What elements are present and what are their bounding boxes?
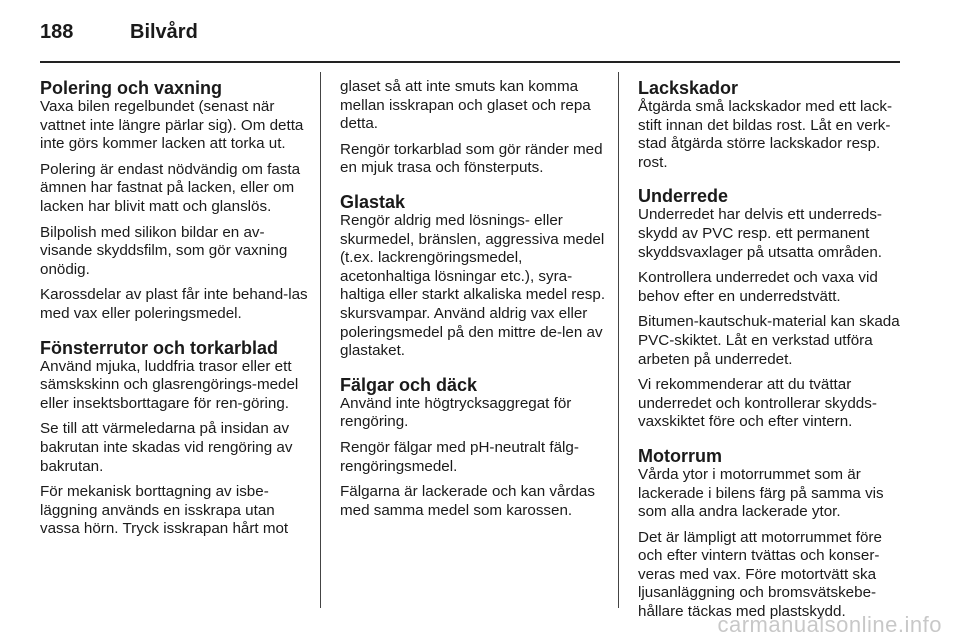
paragraph: Åtgärda små lackskador med ett lack-stift innan det bildas rost. Låt en verk-stad åtgärda större lackskador resp. rost. bbox=[638, 98, 893, 171]
section-heading: Polering och vaxning bbox=[40, 78, 223, 98]
site-watermark: carmanualsonline.info bbox=[717, 612, 942, 637]
paragraph: Rengör torkarblad som gör ränder med en mjuk trasa och fönsterputs. bbox=[340, 140, 603, 177]
paragraph: För mekanisk borttagning av isbe-läggning används en isskrapa utan vassa hörn. Tryck isskrapan hårt mot bbox=[40, 483, 289, 538]
section-motorrum bbox=[638, 446, 910, 622]
page-number: 188 bbox=[40, 21, 74, 43]
text-column-2 bbox=[340, 78, 612, 534]
section-glastak bbox=[340, 192, 612, 361]
column-divider-1 bbox=[320, 72, 321, 608]
page-header bbox=[40, 18, 920, 62]
section-fonsterrutor bbox=[40, 338, 312, 539]
section-falgar bbox=[340, 375, 612, 521]
chapter-title: Bilvård bbox=[130, 21, 198, 43]
paragraph: Vårda ytor i motorrummet som är lackerade i bilens färg på samma vis som alla andra lackerade ytor. bbox=[638, 465, 884, 521]
section-heading: Fälgar och däck bbox=[340, 374, 478, 395]
paragraph: Vi rekommenderar att du tvättar underredet och kontrollerar skydds-vaxskiktet före och efter vintern. bbox=[638, 376, 877, 431]
section-heading: Glastak bbox=[340, 191, 406, 212]
text-column-1 bbox=[40, 78, 312, 553]
paragraph: Se till att värmeledarna på insidan av bakrutan inte skadas vid rengöring av bakrutan. bbox=[40, 420, 293, 475]
section-lackskador bbox=[638, 78, 910, 172]
paragraph: Karossdelar av plast får inte behand-las med vax eller poleringsmedel. bbox=[40, 286, 308, 322]
paragraph: Underredet har delvis ett underreds-skydd av PVC resp. ett permanent skyddsvaxlager på utsatta områden. bbox=[638, 206, 882, 261]
paragraph: Det är lämpligt att motorrummet före och efter vintern tvättas och konser-veras med vax. Före motortvätt ska ljusanläggning och bromsvätskebe-hållare täckas med plastskydd. bbox=[638, 528, 882, 621]
header-rule bbox=[40, 61, 900, 63]
paragraph: Bitumen-kautschuk-material kan skada PVC-skiktet. Låt en verkstad utföra arbeten på underredet. bbox=[638, 313, 900, 368]
paragraph: Fälgarna är lackerade och kan vårdas med samma medel som karossen. bbox=[340, 483, 595, 519]
paragraph: Kontrollera underredet och vaxa vid behov efter en underredstvätt. bbox=[638, 269, 878, 305]
section-polering bbox=[40, 78, 312, 324]
column-divider-2 bbox=[618, 72, 619, 608]
paragraph: Använd mjuka, luddfria trasor eller ett sämskskinn och glasrengörings-medel eller insektsborttagare för ren-göring. bbox=[40, 357, 299, 412]
text-column-3 bbox=[638, 78, 910, 636]
section-continued bbox=[340, 78, 612, 178]
paragraph: Bilpolish med silikon bildar en av-visande skyddsfilm, som gör vaxning onödig. bbox=[40, 223, 288, 278]
paragraph: Rengör aldrig med lösnings- eller skurmedel, bränslen, aggressiva medel (t.ex. lackrengöringsmedel, acetonhaltiga lösningar etc.), syra-haltiga eller starkt alkaliska medel resp. skursvampar. Använd aldrig vax eller poleringsmedel på den mittre de-len av glastaket. bbox=[340, 211, 606, 360]
paragraph: glaset så att inte smuts kan komma mellan isskrapan och glaset och repa detta. bbox=[340, 78, 591, 133]
section-heading: Underrede bbox=[638, 186, 729, 207]
paragraph: Vaxa bilen regelbundet (senast när vattnet inte längre pärlar sig). Om detta inte görs kommer lacken att torka ut. bbox=[40, 98, 304, 153]
section-underrede bbox=[638, 186, 910, 432]
paragraph: Rengör fälgar med pH-neutralt fälg-rengöringsmedel. bbox=[340, 438, 579, 475]
section-heading: Motorrum bbox=[638, 445, 722, 466]
section-heading: Lackskador bbox=[638, 78, 739, 98]
paragraph: Använd inte högtrycksaggregat för rengöring. bbox=[340, 394, 572, 431]
section-heading: Fönsterrutor och torkarblad bbox=[40, 337, 279, 358]
paragraph: Polering är endast nödvändig om fasta ämnen har fastnat på lacken, eller om lacken har blivit matt och glanslös. bbox=[40, 160, 301, 215]
